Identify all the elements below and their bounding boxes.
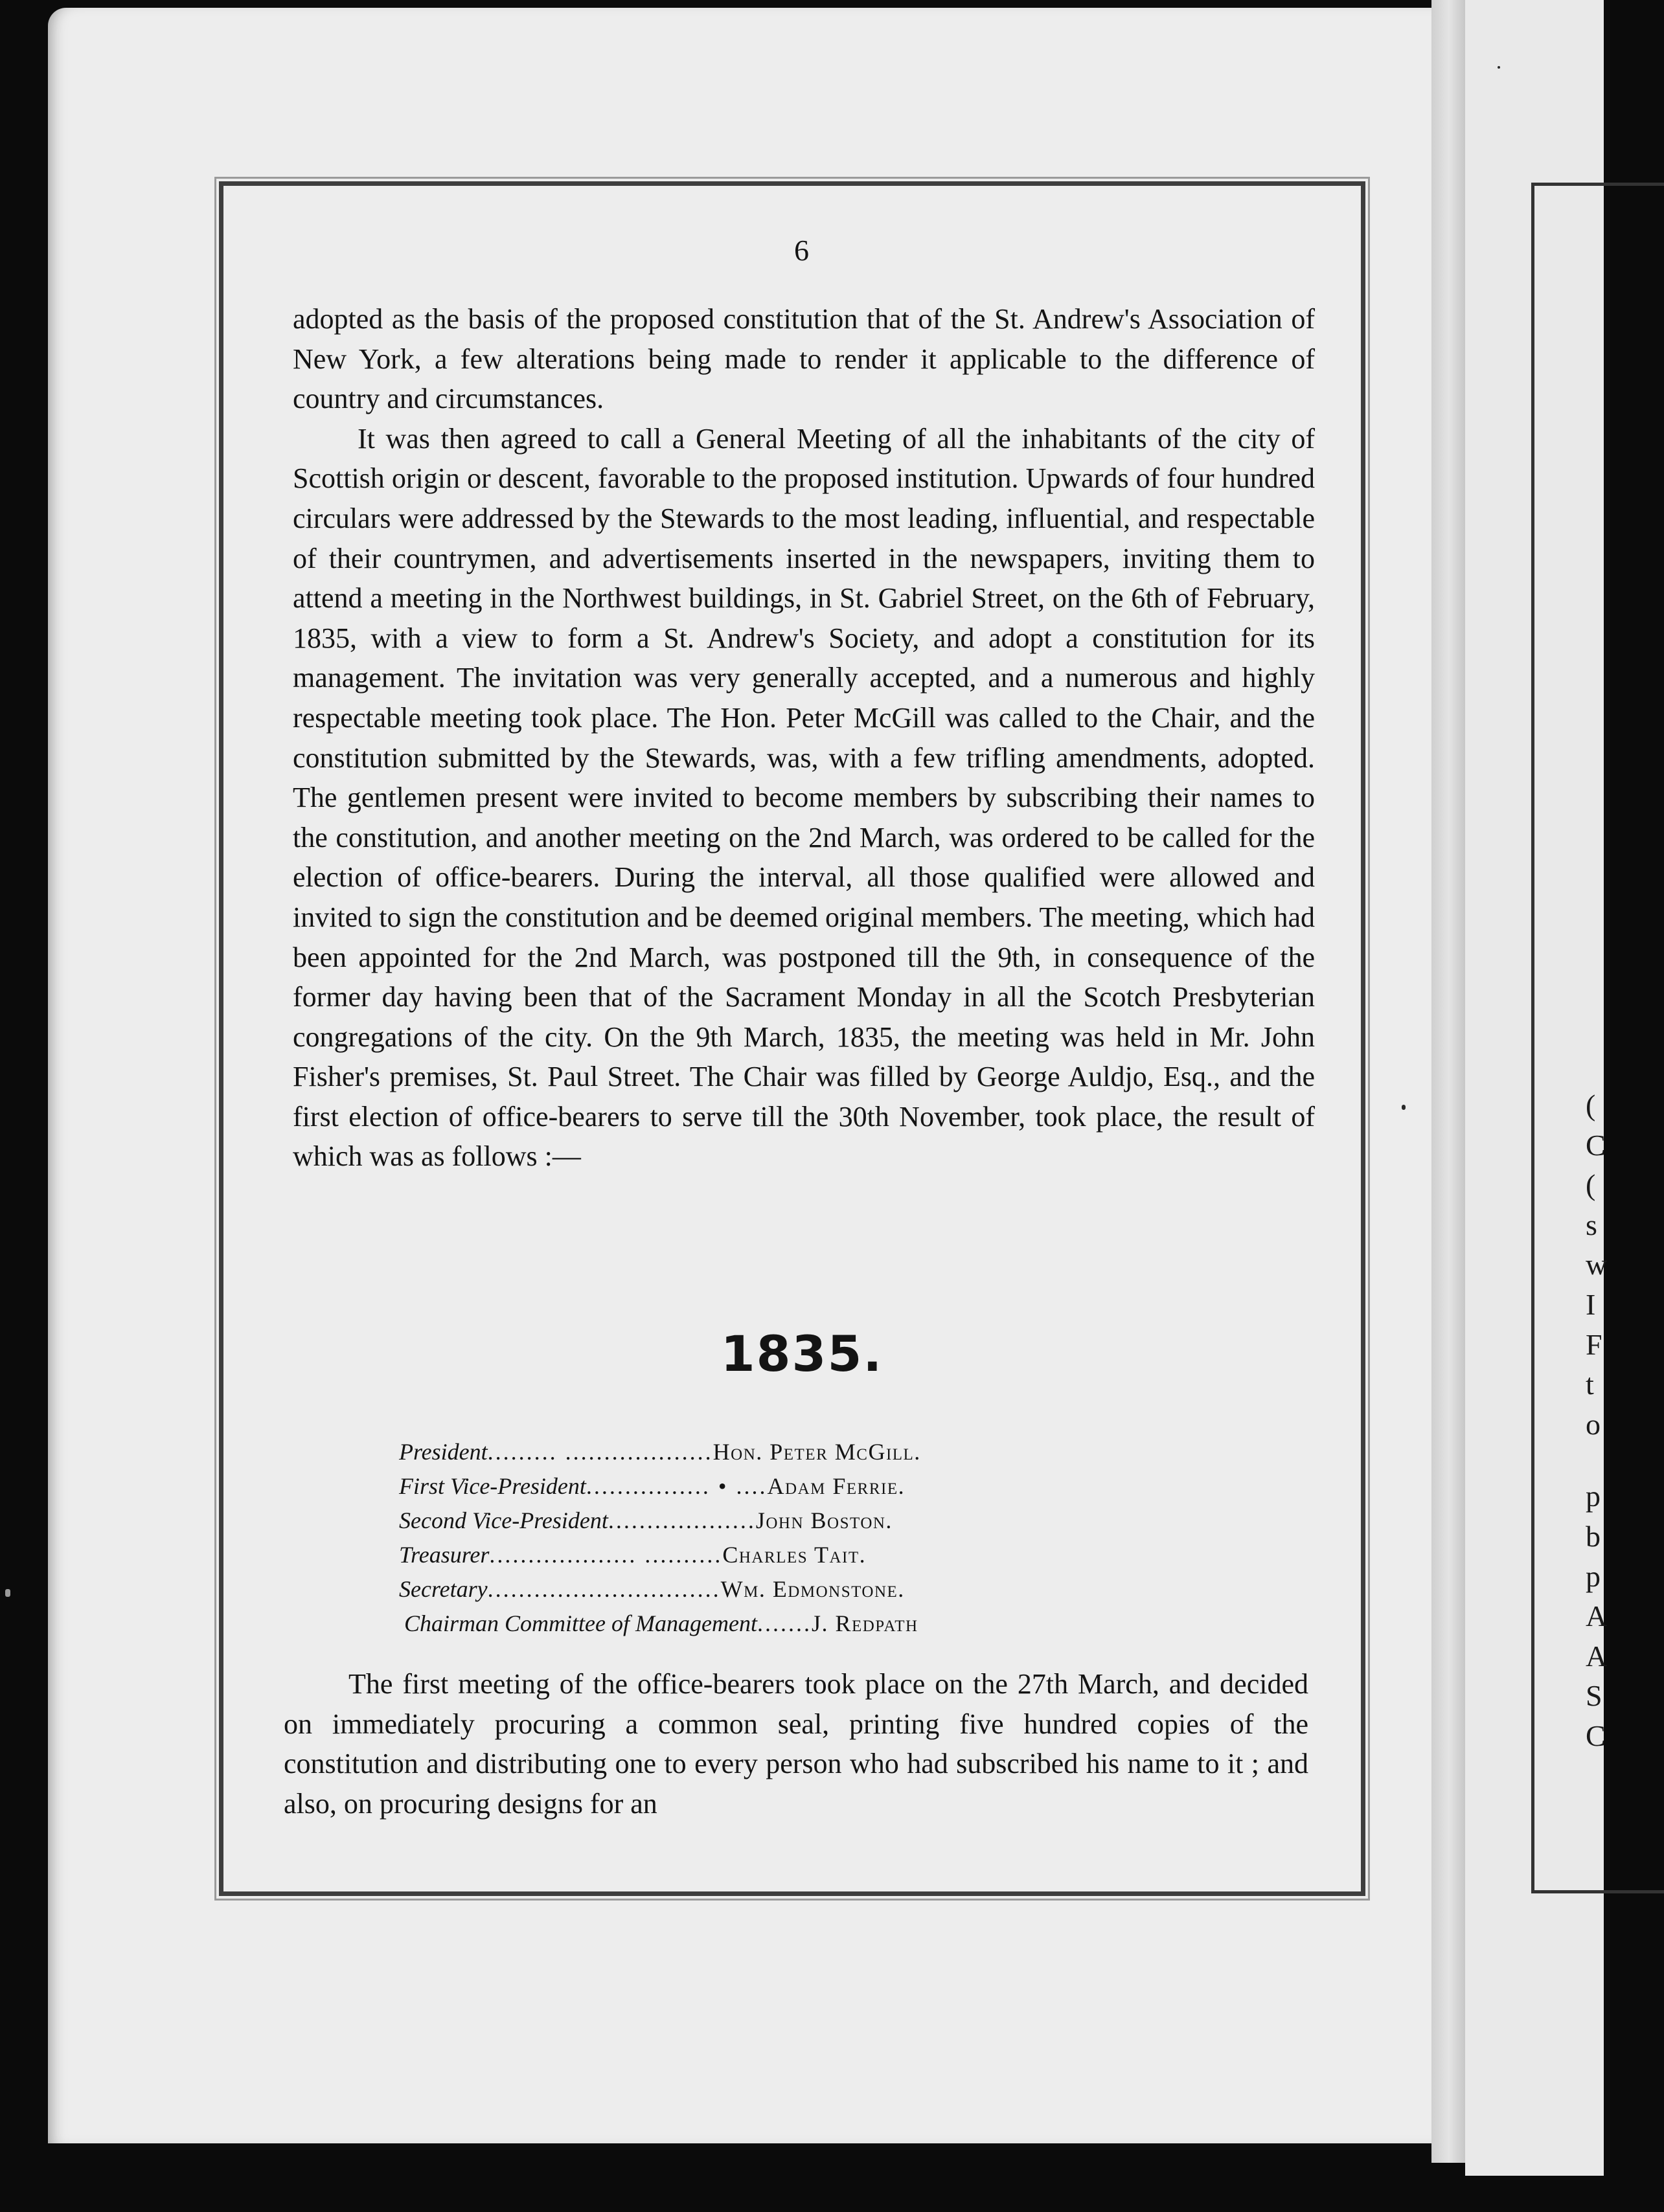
- leader-dots: ...................: [608, 1507, 756, 1533]
- officer-role: Secretary: [399, 1576, 488, 1602]
- leader-dots: ..............................: [487, 1576, 721, 1602]
- officer-row: [399, 1504, 1306, 1538]
- closing-text: [284, 1664, 1308, 1823]
- paper-speck: [1402, 1105, 1406, 1110]
- officer-row: [399, 1538, 1306, 1572]
- adjacent-letter: (: [1586, 1089, 1596, 1122]
- leader-dots: ................ • ....: [586, 1473, 768, 1499]
- officer-name: Charles Tait.: [722, 1542, 867, 1568]
- officer-role: Second Vice-President: [399, 1507, 608, 1533]
- year-heading: 1835.: [720, 1325, 883, 1382]
- leader-dots: .......: [757, 1610, 812, 1636]
- adjacent-letter: I: [1586, 1287, 1596, 1321]
- paragraph: adopted as the basis of the proposed constitution that of the St. Andrew's Association of New York, a few alterations being made to render it applicable to the difference of country and circumstances.: [293, 303, 1315, 415]
- officer-role: Treasurer: [399, 1542, 490, 1568]
- officer-row: [399, 1572, 1306, 1607]
- adjacent-letter: C: [1586, 1719, 1606, 1752]
- adjacent-letter: (: [1586, 1168, 1596, 1202]
- leader-dots: ......... ...................: [487, 1439, 713, 1465]
- adjacent-letter: F: [1586, 1327, 1602, 1361]
- office-bearers-list: [399, 1435, 1306, 1641]
- main-text: [293, 299, 1315, 1177]
- adjacent-letter: A: [1586, 1599, 1608, 1633]
- adjacent-letter: p: [1586, 1559, 1601, 1593]
- officer-name: Adam Ferrie.: [767, 1473, 906, 1499]
- adjacent-letter: p: [1586, 1480, 1601, 1513]
- officer-name: Hon. Peter McGill.: [712, 1439, 921, 1465]
- adjacent-letter: s: [1586, 1208, 1597, 1241]
- page-gutter: [1431, 0, 1470, 2163]
- officer-row: [399, 1607, 1306, 1641]
- adjacent-letter: t: [1586, 1368, 1594, 1401]
- adjacent-letter: w: [1586, 1248, 1608, 1281]
- officer-role: First Vice-President: [399, 1473, 586, 1499]
- leader-dots: ................... ..........: [489, 1542, 723, 1568]
- paragraph: The first meeting of the office-bearers took place on the 27th March, and decided on immediately procuring a common seal, printing five hundred copies of the constitution and distributing one to every person who had subscribed his name to it ; and also, on procuring designs for an: [284, 1668, 1308, 1820]
- officer-row: [399, 1435, 1306, 1469]
- officer-role: Chairman Committee of Management: [404, 1610, 757, 1636]
- paper-speck: [5, 1589, 10, 1597]
- paper-speck: [1498, 66, 1500, 69]
- officer-name: John Boston.: [755, 1507, 893, 1533]
- adjacent-letter: A: [1586, 1639, 1608, 1673]
- adjacent-letter: b: [1586, 1519, 1601, 1553]
- adjacent-page-text-fragments: [1586, 1085, 1612, 1756]
- page-number: 6: [794, 234, 810, 267]
- adjacent-letter: o: [1586, 1407, 1601, 1441]
- adjacent-letter: S: [1586, 1679, 1602, 1713]
- adjacent-letter: C: [1586, 1128, 1606, 1162]
- paragraph: It was then agreed to call a General Meeting of all the inhabitants of the city of Scottish origin or descent, favorable to the proposed institution. Upwards of four hundred circulars were addressed by the Stewards to the most leading, influential, and respectable of their countrymen, and advertisements inserted in the newspapers, inviting them to attend a meeting in the Northwest buildings, in St. Gabriel Street, on the 6th of February, 1835, with a view to form a St. Andrew's Society, and adopt a constitution for its management. The invitation was very generally accepted, and a numerous and highly respectable meeting took place. The Hon. Peter McGill was called to the Chair, and the constitution submitted by the Stewards, was, with a few trifling amendments, adopted. The gentlemen present were invited to become members by subscribing their names to the constitution, and another meeting on the 2nd March, was ordered to be called for the election of office-bearers. During the interval, all those qualified were allowed and invited to sign the constitution and be deemed original members. The meeting, which had been appointed for the 2nd March, was postponed till the 9th, in consequence of the former day having been that of the Sacrament Monday in all the Scotch Presbyterian congregations of the city. On the 9th March, 1835, the meeting was held in Mr. John Fisher's premises, St. Paul Street. The Chair was filled by George Auldjo, Esq., and the first election of office-bearers to serve till the 30th November, took place, the result of which was as follows :—: [293, 422, 1315, 1173]
- officer-name: Wm. Edmonstone.: [720, 1576, 905, 1602]
- officer-role: President: [399, 1439, 488, 1465]
- officer-name: J. Redpath: [811, 1610, 918, 1636]
- officer-row: [399, 1469, 1306, 1504]
